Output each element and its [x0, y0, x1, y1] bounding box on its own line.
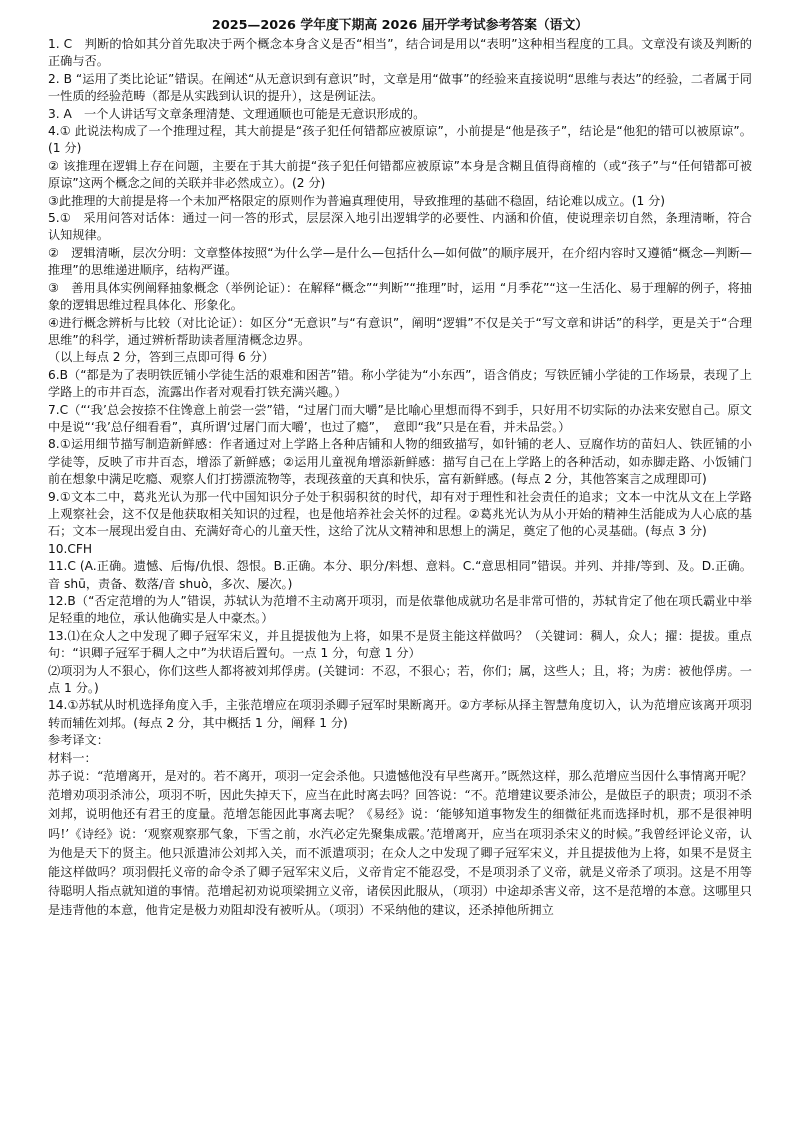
answer-paragraph: 2. B “运用了类比论证”错误。在阐述“从无意识到有意识”时，文章是用“做事”的经验来直接说明“思维与表达”的经验，二者属于同一性质的经验范畴（都是从实践到认识的提升），这是例证法。 — [48, 71, 752, 104]
answer-paragraph: ② 逻辑清晰，层次分明：文章整体按照“为什么学—是什么—包括什么—如何做”的顺序展开，在介绍内容时又遵循“概念—判断—推理”的思维递进顺序，结构严谨。 — [48, 245, 752, 278]
answer-paragraph: ② 该推理在逻辑上存在问题，主要在于其大前提“孩子犯任何错都应被原谅”本身是含糊且值得商榷的（或“孩子”与“任何错都可被原谅”这两个概念之间的关联并非必然成立）。(2 分) — [48, 158, 752, 191]
answer-paragraph: 10.CFH — [48, 541, 93, 556]
reference-translation-text: 苏子说：“范增离开，是对的。若不离开，项羽一定会杀他。只遗憾他没有早些离开。”既然这样，那么范增应当因什么事情离开呢？范增劝项羽杀沛公，项羽不听，因此失掉天下，应当在此时离去吗？回答说：“不。范增建议要杀沛公，是做臣子的职责；项羽不杀刘邦，说明他还有君王的度量。范增怎能因此事离去呢？《易经》说：‘能够知道事物发生的细微征兆而选择时机，那不是很神明吗!’《诗经》说：‘观察观察那气象，下雪之前，水汽必定先聚集成霰。’范增离开，应当在项羽杀宋义的时候。”我曾经评论义帝，认为他是天下的贤主。他只派遣沛公刘邦入关，而不派遣项羽；在众人之中发现了卿子冠军宋义，并且提拔他为上将，如果不是贤主能这样做吗？项羽假托义帝的命令杀了卿子冠军宋义后，义帝肯定不能忍受，不是项羽杀了义帝，就是义帝杀了项羽。这是不用等待聪明人指点就知道的事情。范增起初劝说项梁拥立义帝，诸侯因此服从，（项羽）中途却杀害义帝，这不是范增的本意。这哪里只是违背他的本意，他肯定是极力劝阻却没有被听从。（项羽）不采纳他的建议，还杀掉他所拥立 — [48, 769, 752, 918]
answer-paragraph: 5.① 采用问答对话体：通过一问一答的形式，层层深入地引出逻辑学的必要性、内涵和价值，使说理亲切自然，条理清晰，符合认知规律。 — [48, 211, 752, 243]
answer-paragraph: 8.①运用细节描写制造新鲜感：作者通过对上学路上各种店铺和人物的细致描写，如针铺的老人、豆腐作坊的苗妇人、铁匠铺的小学徒等，反映了市井百态，增添了新鲜感；②运用儿童视角增添新鲜感：描写自己在上学路上的各种活动，如赤脚走路、小饭铺门前在想象中满足吃瘾、观察人们打捞漂流物等，表现孩童的天真和快乐，富有新鲜感。(每点 2 分，其他答案言之成理即可) — [48, 437, 752, 487]
answer-paragraph: （以上每点 2 分，答到三点即可得 6 分） — [48, 350, 275, 365]
answer-paragraph: ④进行概念辨析与比较（对比论证）：如区分“无意识”与“有意识”，阐明“逻辑”不仅是关于“写文章和讲话”的科学，更是关于“合理思维”的科学，通过辨析帮助读者厘清概念边界。 — [48, 315, 752, 347]
answer-paragraph: 11.C (A.正确。遗憾、后悔/仇恨、怨恨。B.正确。本分、职分/料想、意料。C.“意思相同”错误。并列、并排/等到、及。D.正确。音 shū，责备、数落/音 shuò，多次、屡次。) — [48, 559, 752, 591]
answer-list — [48, 36, 752, 732]
answer-paragraph: ③此推理的大前提是将一个未加严格限定的原则作为普遍真理使用，导致推理的基础不稳固，结论难以成立。(1 分) — [48, 193, 666, 208]
answer-paragraph: 6.B（“都是为了表明铁匠铺小学徒生活的艰难和困苦”错。称小学徒为“小东西”，语含俏皮；写铁匠铺小学徒的工作场景，表现了上学路上的市井百态，流露出作者对观看打铁充满兴趣。） — [48, 367, 752, 400]
answer-paragraph: 9.①文本二中，葛兆光认为那一代中国知识分子处于积弱积贫的时代，却有对于理性和社会责任的追求；文本一中沈从文在上学路上观察社会，这不仅是他获取相关知识的过程，也是他培养社会关怀的过程。②葛兆光认为从小开始的精神生活能成为人心底的基石；文本一展现出爱自由、充满好奇心的儿童天性，这给了沈从文精神和思想上的满足，奠定了他的心灵基础。(每点 3 分) — [48, 489, 752, 539]
material-label: 材料一： — [48, 750, 97, 765]
answer-paragraph: 14.①苏轼从时机选择角度入手，主张范增应在项羽杀卿子冠军时果断离开。②方孝标从择主智慧角度切入，认为范增应该离开项羽转而辅佐刘邦。(每点 2 分，其中概括 1 分，阐释 1 分) — [48, 698, 752, 730]
answer-paragraph: ⑵项羽为人不狠心，你们这些人都将被刘邦俘虏。(关键词：不忍，不狠心；若，你们；属，这些人；且，将；为虏：被他俘虏。一点 1 分。) — [48, 663, 752, 696]
page-title: 2025—2026 学年度下期高 2026 届开学考试参考答案（语文） — [211, 18, 589, 33]
answer-paragraph: 12.B（“否定范增的为人”错误，苏轼认为范增不主动离开项羽，而是依靠他成就功名是非常可惜的，苏轼肯定了他在项氏霸业中举足轻重的地位，承认他确实是人中豪杰。） — [48, 594, 752, 626]
answer-paragraph: 1. C 判断的恰如其分首先取决于两个概念本身含义是否“相当”，结合词是用以“表明”这种相当程度的工具。文章没有谈及判断的正确与否。 — [48, 37, 752, 69]
answer-paragraph: 13.⑴在众人之中发现了卿子冠军宋义，并且提拔他为上将，如果不是贤主能这样做吗？（关键词：稠人，众人；擢：提拔。重点句：“识卿子冠军于稠人之中”为状语后置句。一点 1 分，句意 1 分） — [48, 628, 752, 661]
answer-paragraph: 7.C（“‘我’总会按捺不住馋意上前尝一尝”错，“过屠门而大嚼”是比喻心里想而得不到手，只好用不切实际的办法来安慰自己。原文中是说“‘我’总仔细看看”，真所谓‘过屠门而大嚼’，也过了瘾”， 意即“我”只是在看，并未品尝。） — [48, 402, 752, 434]
answer-paragraph: 3. A 一个人讲话写文章条理清楚、文理通顺也可能是无意识形成的。 — [48, 106, 426, 121]
answer-paragraph: 4.① 此说法构成了一个推理过程，其大前提是“孩子犯任何错都应被原谅”，小前提是“他是孩子”，结论是“他犯的错可以被原谅”。(1 分) — [48, 124, 752, 156]
answer-paragraph: ③ 善用具体实例阐释抽象概念（举例论证）：在解释“概念”“判断”“推理”时，运用 “月季花”“这一生活化、易于理解的例子，将抽象的逻辑思维过程具体化、形象化。 — [48, 280, 752, 313]
reference-translation-label: 参考译文： — [48, 733, 109, 748]
